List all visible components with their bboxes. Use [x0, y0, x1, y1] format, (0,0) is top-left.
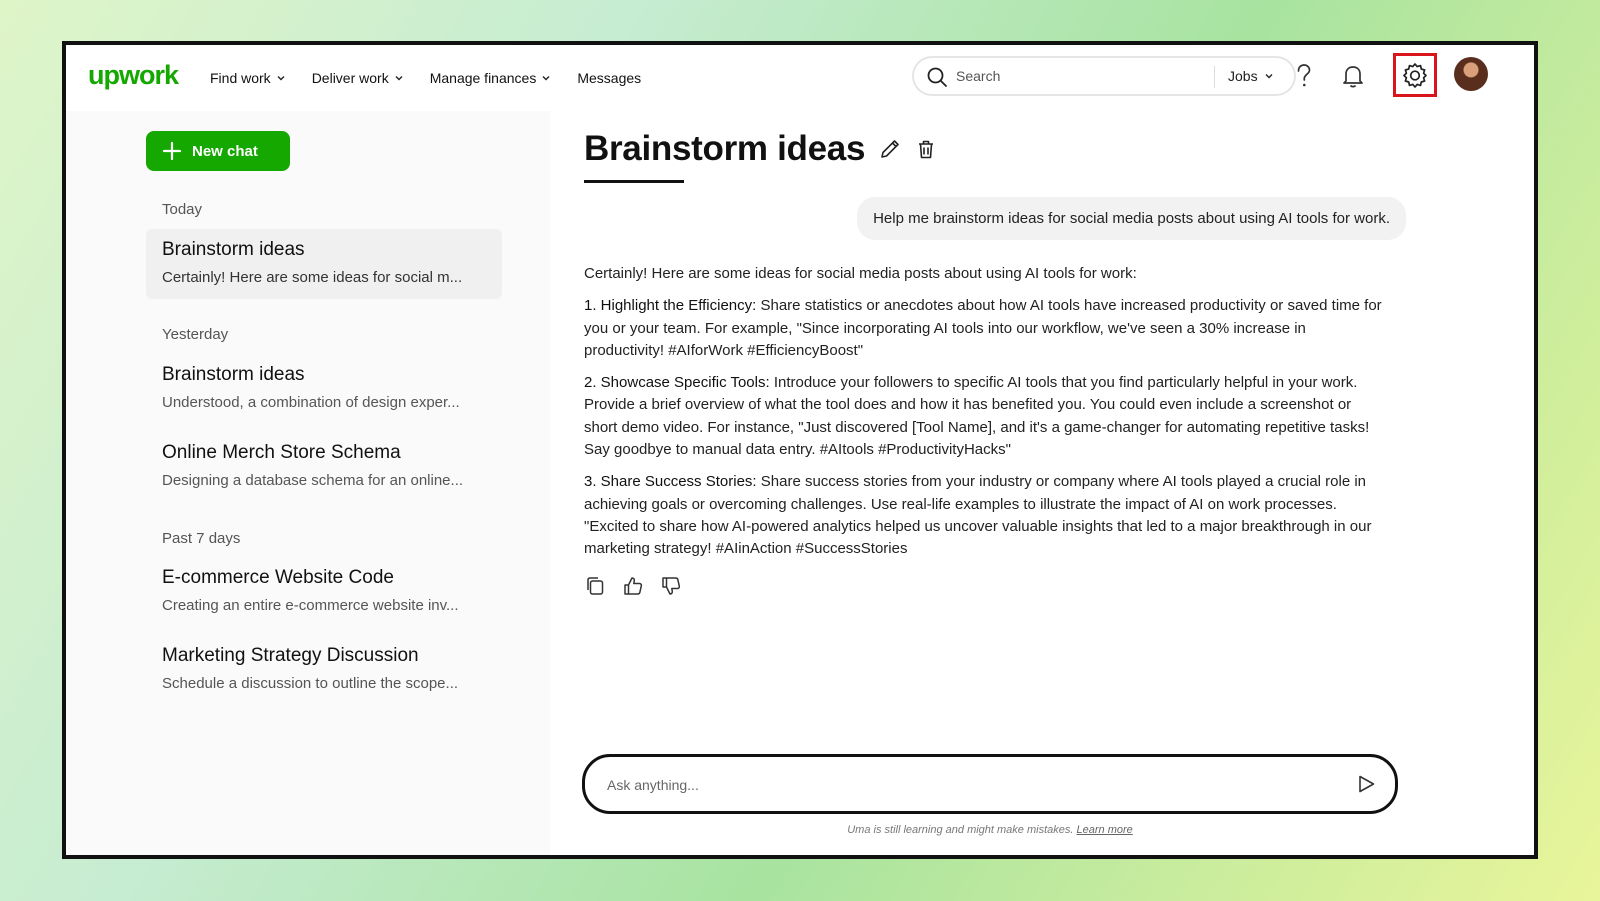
- chat-snippet: Understood, a combination of design exper...: [162, 394, 460, 411]
- section-label-past-7-days: Past 7 days: [162, 530, 241, 547]
- gear-icon: [1402, 62, 1428, 88]
- new-chat-label: New chat: [192, 142, 258, 160]
- title-underline: [584, 180, 684, 183]
- page-title: Brainstorm ideas: [584, 129, 866, 168]
- help-icon[interactable]: [1292, 63, 1316, 94]
- chevron-down-icon: [276, 73, 286, 83]
- chat-main-panel: [550, 111, 1434, 859]
- app-window: [62, 41, 1538, 859]
- response-item-heading: 1. Highlight the Efficiency:: [584, 297, 757, 315]
- new-chat-button[interactable]: [146, 131, 290, 171]
- pencil-icon: [879, 138, 901, 160]
- response-actions: [584, 575, 682, 597]
- nav-find-work-label: Find work: [210, 70, 271, 86]
- response-item-body: Introduce your followers to specific AI tools that you find particularly helpful in your work. Provide a brief overview of what the tool does and how it has benefited you. You could even include a screenshot or short demo video. For instance, "Just discovered [Tool Name], and it's a game-changer for automating repetitive tasks! Say goodbye to manual data entry. #AItools #ProductivityHacks": [584, 374, 1370, 459]
- chevron-down-icon: [541, 73, 551, 83]
- trash-icon: [915, 138, 937, 160]
- chat-history-item[interactable]: [146, 229, 502, 299]
- chat-snippet: Designing a database schema for an online...: [162, 472, 464, 489]
- chat-title: Brainstorm ideas: [162, 239, 305, 260]
- delete-chat-button[interactable]: [915, 138, 937, 160]
- user-avatar[interactable]: [1454, 57, 1488, 91]
- copy-icon: [584, 575, 606, 597]
- chat-title: E-commerce Website Code: [162, 567, 394, 588]
- chat-snippet: Certainly! Here are some ideas for social m...: [162, 269, 463, 286]
- nav-deliver-work-label: Deliver work: [311, 70, 389, 86]
- thumbs-up-icon: [622, 575, 644, 597]
- nav-manage-finances-label: Manage finances: [429, 70, 537, 86]
- chat-title-row: [584, 129, 937, 169]
- response-item: [584, 295, 1384, 362]
- response-item-heading: 2. Showcase Specific Tools:: [584, 374, 770, 392]
- chat-snippet: Schedule a discussion to outline the scope...: [162, 675, 459, 692]
- nav-messages[interactable]: [577, 70, 641, 86]
- nav-find-work[interactable]: [210, 70, 286, 86]
- response-item-body: Share statistics or anecdotes about how AI tools have increased productivity or saved time for you or your team. For example, "Since incorporating AI tools into our workflow, we've seen a 30% increase in productivity! #AIforWork #EfficiencyBoost": [584, 297, 1382, 359]
- learn-more-link[interactable]: Learn more: [1076, 824, 1133, 836]
- settings-button[interactable]: [1393, 53, 1437, 97]
- chevron-down-icon: [1264, 71, 1274, 81]
- chat-snippet: Creating an entire e-commerce website inv...: [162, 597, 459, 614]
- search-scope-dropdown[interactable]: [1228, 68, 1274, 84]
- response-item: [584, 471, 1384, 560]
- copy-button[interactable]: [584, 575, 606, 597]
- send-icon: [1355, 773, 1377, 795]
- disclaimer-message: Uma is still learning and might make mistakes.: [847, 824, 1074, 836]
- chat-history-item[interactable]: [146, 354, 502, 424]
- right-margin: [1434, 111, 1538, 859]
- nav-deliver-work[interactable]: [312, 70, 404, 86]
- section-label-yesterday: Yesterday: [162, 326, 229, 343]
- edit-title-button[interactable]: [879, 138, 901, 160]
- chat-history-item[interactable]: [146, 635, 502, 705]
- response-intro: Certainly! Here are some ideas for social media posts about using AI tools for work:: [584, 265, 1137, 282]
- chat-title: Marketing Strategy Discussion: [162, 645, 419, 666]
- assistant-response: [584, 263, 1384, 571]
- thumbs-down-icon: [660, 575, 682, 597]
- search-input[interactable]: [956, 66, 1206, 86]
- top-navigation-bar: [66, 45, 1534, 111]
- thumbs-down-button[interactable]: [660, 575, 682, 597]
- thumbs-up-button[interactable]: [622, 575, 644, 597]
- upwork-logo[interactable]: upwork: [88, 60, 179, 90]
- response-item-heading: 3. Share Success Stories:: [584, 473, 757, 491]
- search-icon: [926, 66, 948, 88]
- main-nav: [210, 45, 641, 111]
- search-bar: [912, 56, 1296, 96]
- chat-title: Online Merch Store Schema: [162, 442, 401, 463]
- response-item-body: Share success stories from your industry or company where AI tools played a crucial role in achieving goals or overcoming challenges. Use real-life examples to illustrate the impact of AI on work processes. "Excited to share how AI-powered analytics helped us uncover valuable insights that led to a major breakthrough in our marketing strategy! #AIinAction #SuccessStories: [584, 473, 1372, 558]
- send-button[interactable]: [1355, 773, 1377, 800]
- chevron-down-icon: [394, 73, 404, 83]
- plus-icon: [162, 141, 182, 161]
- chat-message-input[interactable]: [607, 775, 1307, 795]
- disclaimer-text: [582, 824, 1398, 836]
- search-scope-label: Jobs: [1228, 68, 1258, 84]
- search-divider: [1214, 66, 1215, 88]
- nav-manage-finances[interactable]: [430, 70, 552, 86]
- chat-composer: [582, 754, 1398, 814]
- user-message-bubble: Help me brainstorm ideas for social media posts about using AI tools for work.: [857, 197, 1406, 240]
- chat-title: Brainstorm ideas: [162, 364, 305, 385]
- section-label-today: Today: [162, 201, 203, 218]
- nav-messages-label: Messages: [577, 70, 642, 86]
- response-item: [584, 372, 1384, 461]
- chat-history-item[interactable]: [146, 432, 502, 502]
- chat-history-item[interactable]: [146, 557, 502, 627]
- bell-icon[interactable]: [1341, 63, 1365, 94]
- chat-history-sidebar: [66, 111, 550, 859]
